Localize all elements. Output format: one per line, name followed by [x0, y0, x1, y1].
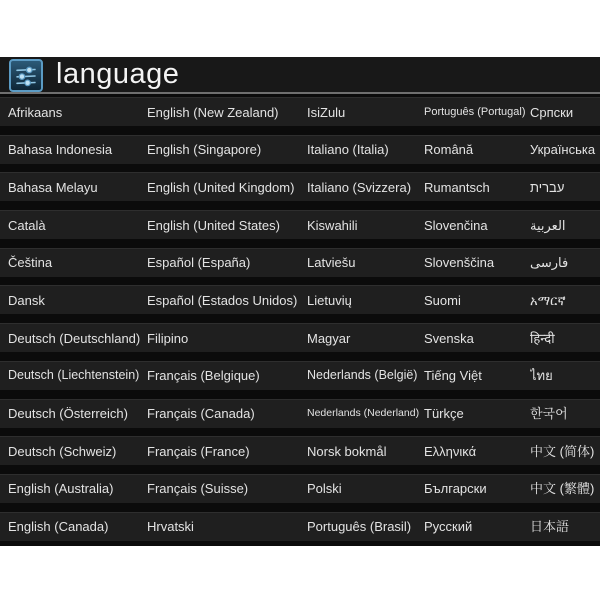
language-option[interactable]: Ελληνικά: [424, 443, 477, 459]
language-option[interactable]: Français (Canada): [147, 406, 255, 421]
language-row: [0, 512, 600, 541]
language-option[interactable]: Italiano (Italia): [307, 142, 389, 158]
language-option[interactable]: Українська: [530, 142, 596, 158]
language-option[interactable]: ไทย: [530, 368, 553, 384]
language-option[interactable]: Português (Brasil): [307, 519, 412, 535]
language-option[interactable]: English (Australia): [8, 481, 114, 497]
language-option[interactable]: Polski: [307, 481, 342, 497]
language-option[interactable]: Tiếng Việt: [424, 368, 482, 384]
language-option[interactable]: Filipino: [147, 330, 189, 346]
language-option[interactable]: English (New Zealand): [147, 104, 279, 120]
language-row: [0, 135, 600, 164]
language-option[interactable]: Dansk: [8, 292, 45, 308]
language-option[interactable]: Hrvatski: [147, 519, 194, 535]
language-option[interactable]: Nederlands (België): [307, 368, 418, 383]
language-option[interactable]: English (Canada): [8, 519, 109, 535]
language-option[interactable]: Deutsch (Österreich): [8, 406, 128, 421]
language-row: [0, 323, 600, 352]
language-option[interactable]: English (Singapore): [147, 142, 262, 158]
language-option[interactable]: Deutsch (Schweiz): [8, 443, 117, 459]
language-option[interactable]: Rumantsch: [424, 179, 490, 195]
language-option[interactable]: 日本語: [530, 519, 570, 535]
language-option[interactable]: IsiZulu: [307, 104, 346, 120]
language-option[interactable]: Русский: [424, 519, 473, 535]
language-row: [0, 248, 600, 277]
language-option[interactable]: Slovenščina: [424, 255, 495, 271]
language-row: [0, 399, 600, 428]
language-option[interactable]: Türkçe: [424, 406, 464, 421]
language-row: [0, 172, 600, 201]
language-option[interactable]: Kiswahili: [307, 217, 358, 233]
language-option[interactable]: English (United States): [147, 217, 280, 233]
language-option[interactable]: Lietuvių: [307, 292, 352, 308]
language-row: [0, 474, 600, 503]
header-bar: [0, 57, 600, 94]
language-option[interactable]: Norsk bokmål: [307, 443, 387, 459]
language-option[interactable]: Deutsch (Liechtenstein): [8, 368, 140, 383]
language-option[interactable]: Magyar: [307, 330, 351, 346]
language-option[interactable]: አማርኛ: [530, 292, 566, 308]
language-settings-screen: [0, 57, 600, 546]
language-option[interactable]: Español (Estados Unidos): [147, 292, 298, 308]
language-option[interactable]: Nederlands (Nederland): [307, 407, 420, 419]
language-option[interactable]: Čeština: [8, 255, 53, 271]
language-option[interactable]: Bahasa Melayu: [8, 179, 98, 195]
language-row: [0, 210, 600, 239]
language-option[interactable]: Français (France): [147, 443, 250, 459]
language-option[interactable]: فارسی: [530, 255, 569, 271]
language-row: [0, 285, 600, 314]
language-option[interactable]: Bahasa Indonesia: [8, 142, 113, 158]
language-option[interactable]: Italiano (Svizzera): [307, 179, 412, 195]
language-option[interactable]: עברית: [530, 179, 565, 195]
language-option[interactable]: हिन्दी: [530, 330, 555, 346]
language-option[interactable]: Français (Belgique): [147, 368, 260, 384]
language-option[interactable]: English (United Kingdom): [147, 179, 295, 195]
language-option[interactable]: Español (España): [147, 255, 251, 271]
language-option[interactable]: 中文 (简体): [530, 443, 595, 459]
language-option[interactable]: Svenska: [424, 330, 474, 346]
language-option[interactable]: Afrikaans: [8, 104, 63, 120]
language-option[interactable]: Latviešu: [307, 255, 356, 271]
page-title: language: [56, 58, 180, 90]
language-option[interactable]: Slovenčina: [424, 217, 488, 233]
tune-sliders-icon: [9, 59, 43, 92]
language-option[interactable]: Română: [424, 142, 474, 158]
language-option[interactable]: Български: [424, 481, 487, 497]
language-row: [0, 97, 600, 126]
language-option[interactable]: العربية: [530, 217, 566, 233]
language-option[interactable]: Deutsch (Deutschland): [8, 330, 141, 346]
language-option[interactable]: Français (Suisse): [147, 481, 249, 497]
language-option[interactable]: 한국어: [530, 406, 568, 421]
language-option[interactable]: Català: [8, 217, 46, 233]
language-option[interactable]: Português (Portugal): [424, 105, 526, 118]
language-option[interactable]: Suomi: [424, 292, 461, 308]
language-option[interactable]: Српски: [530, 104, 574, 120]
language-grid: [0, 94, 600, 541]
language-row: [0, 436, 600, 465]
language-row: [0, 361, 600, 390]
language-option[interactable]: 中文 (繁體): [530, 481, 595, 497]
